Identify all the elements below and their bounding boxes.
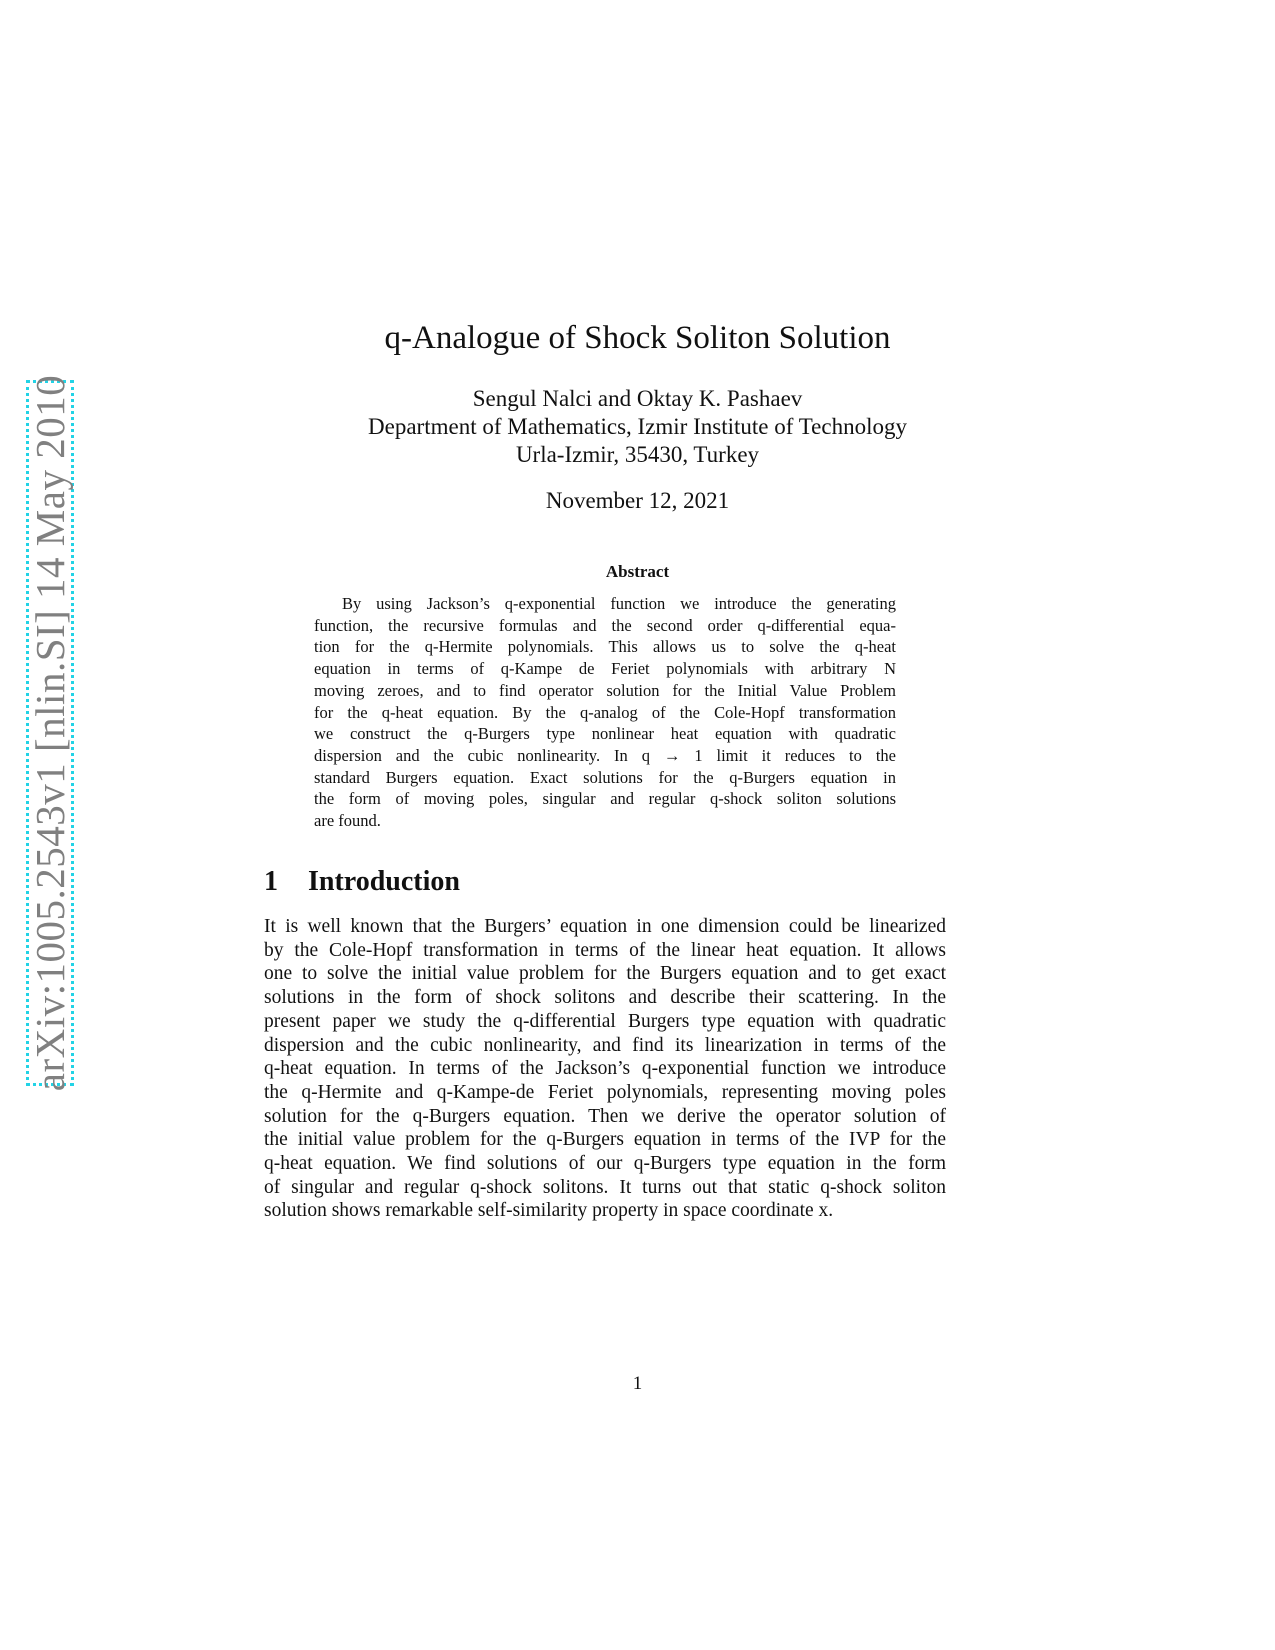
arxiv-stamp — [26, 374, 74, 1092]
affiliation: Department of Mathematics, Izmir Institute of Technology — [368, 414, 907, 439]
paragraph-line: one to solve the initial value problem for the Burgers equation and to get exact — [264, 963, 946, 985]
paragraph-line: solution shows remarkable self-similarity property in space coordinate x. — [264, 1200, 834, 1222]
paragraph-line: q-heat equation. In terms of the Jackson’s q-exponential function we introduce — [264, 1058, 946, 1080]
paragraph-line: the initial value problem for the q-Burgers equation in terms of the IVP for the — [264, 1129, 946, 1151]
page-number: 1 — [632, 1373, 643, 1394]
abstract-line: are found. — [314, 811, 381, 830]
paragraph-line: solution for the q-Burgers equation. Then we derive the operator solution of — [264, 1105, 946, 1127]
abstract-line: we construct the q-Burgers type nonlinear heat equation with quadratic — [314, 724, 896, 744]
abstract-line: By using Jackson’s q-exponential function we introduce the generating — [342, 594, 896, 613]
paragraph-line: It is well known that the Burgers’ equation in one dimension could be linearized — [264, 916, 946, 937]
section-heading — [264, 866, 460, 898]
abstract-line: tion for the q-Hermite polynomials. This allows us to solve the q-heat — [314, 637, 896, 657]
date: November 12, 2021 — [545, 488, 730, 513]
paragraph-line: dispersion and the cubic nonlinearity, and find its linearization in terms of the — [264, 1034, 946, 1056]
paragraph-line: the q-Hermite and q-Kampe-de Feriet polynomials, representing moving poles — [264, 1081, 946, 1103]
paper-title: q-Analogue of Shock Soliton Solution — [384, 320, 891, 356]
paragraph-line: present paper we study the q-differential Burgers type equation with quadratic — [264, 1010, 946, 1032]
abstract-line: function, the recursive formulas and the second order q-differential equa- — [314, 615, 896, 635]
paragraph-line: solutions in the form of shock solitons and describe their scattering. In the — [264, 987, 946, 1009]
authors: Sengul Nalci and Oktay K. Pashaev — [472, 386, 803, 411]
abstract-line: standard Burgers equation. Exact solutions for the q-Burgers equation in — [314, 767, 896, 787]
abstract-line: the form of moving poles, singular and regular q-shock soliton solutions — [314, 789, 896, 809]
abstract-line: equation in terms of q-Kampe de Feriet polynomials with arbitrary N — [314, 659, 896, 679]
abstract-line: dispersion and the cubic nonlinearity. In q → 1 limit it reduces to the — [314, 745, 896, 765]
paragraph-line: of singular and regular q-shock solitons. It turns out that static q-shock soliton — [264, 1176, 946, 1198]
abstract-line: for the q-heat equation. By the q-analog of the Cole-Hopf transformation — [314, 702, 896, 722]
paragraph-line: by the Cole-Hopf transformation in terms of the linear heat equation. It allows — [264, 939, 946, 961]
paragraph-line: q-heat equation. We find solutions of our q-Burgers type equation in the form — [264, 1153, 946, 1174]
abstract-heading: Abstract — [605, 562, 670, 581]
section-title: Introduction — [308, 866, 460, 897]
abstract-line: moving zeroes, and to find operator solution for the Initial Value Problem — [314, 680, 896, 700]
section-number: 1 — [264, 866, 278, 897]
address: Urla-Izmir, 35430, Turkey — [515, 442, 760, 467]
arxiv-stamp-text: arXiv:1005.2543v1 [nlin.SI] 14 May 2010 — [27, 374, 73, 1092]
